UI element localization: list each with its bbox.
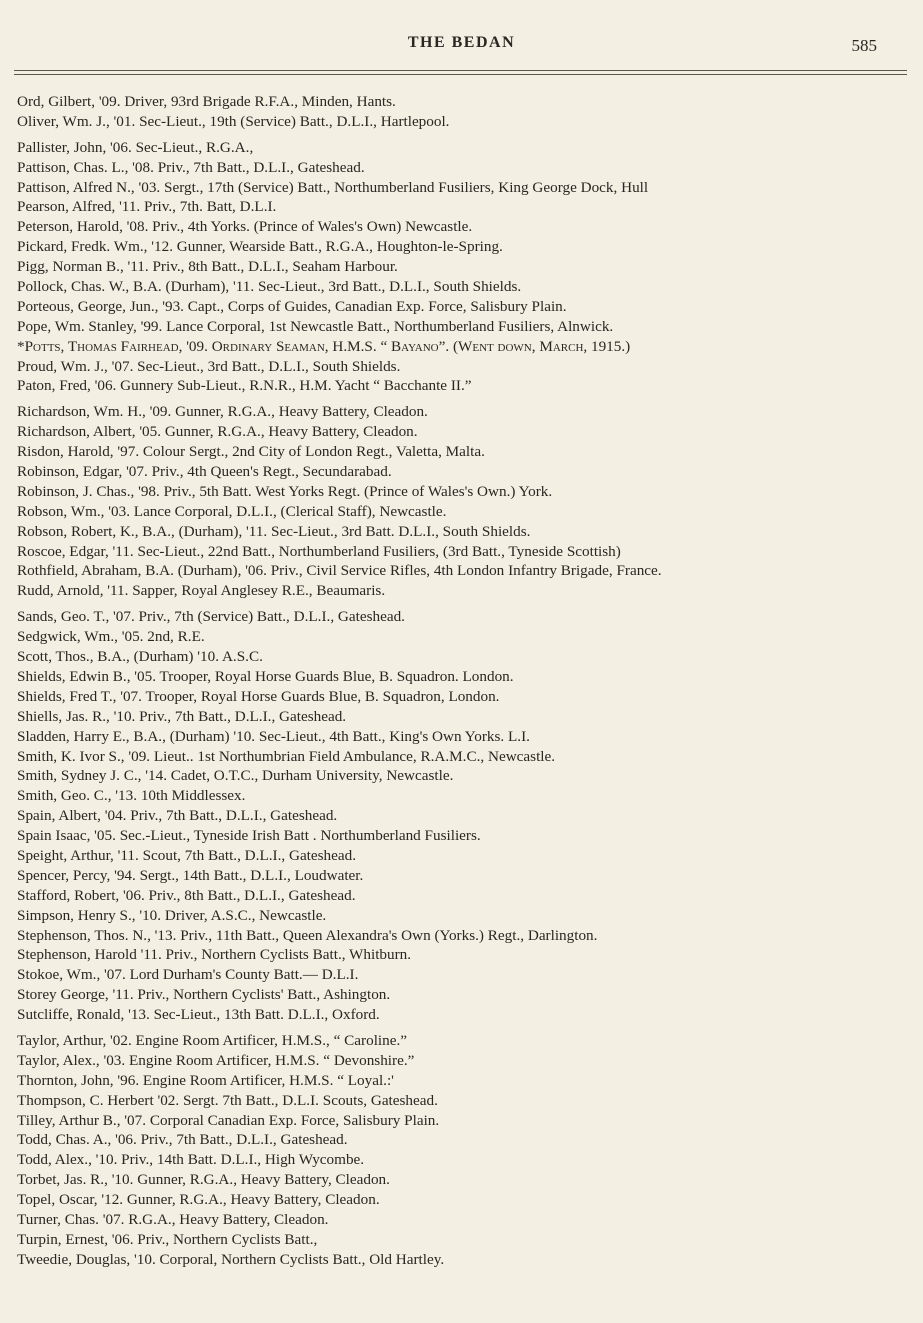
roll-entry: Rudd, Arnold, '11. Sapper, Royal Anglesey R.E., Beaumaris.: [17, 582, 386, 600]
roll-entry: Sands, Geo. T., '07. Priv., 7th (Service) Batt., D.L.I., Gateshead.: [17, 608, 405, 626]
roll-entry: Rothfield, Abraham, B.A. (Durham), '06. Priv., Civil Service Rifles, 4th London Infantry Brigade, France.: [17, 562, 662, 580]
roll-entry: Topel, Oscar, '12. Gunner, R.G.A., Heavy Battery, Cleadon.: [17, 1191, 380, 1209]
surname-group: [17, 607, 912, 1025]
roll-entry: Richardson, Wm. H., '09. Gunner, R.G.A., Heavy Battery, Cleadon.: [17, 403, 428, 421]
roll-entry: Porteous, George, Jun., '93. Capt., Corps of Guides, Canadian Exp. Force, Salisbury Plain.: [17, 297, 567, 315]
roll-entry: Spencer, Percy, '94. Sergt., 14th Batt., D.L.I., Loudwater.: [17, 866, 364, 884]
roll-entry: Richardson, Albert, '05. Gunner, R.G.A., Heavy Battery, Cleadon.: [17, 423, 418, 441]
page-number: 585: [851, 36, 877, 55]
roll-entry: Stokoe, Wm., '07. Lord Durham's County Batt.— D.L.I.: [17, 966, 359, 984]
roll-entry: Turpin, Ernest, '06. Priv., Northern Cyclists Batt.,: [17, 1230, 318, 1248]
roll-entry: Todd, Alex., '10. Priv., 14th Batt. D.L.I., High Wycombe.: [17, 1151, 365, 1169]
roll-entry: Thompson, C. Herbert '02. Sergt. 7th Batt., D.L.I. Scouts, Gateshead.: [17, 1091, 438, 1109]
roll-entry: Robinson, J. Chas., '98. Priv., 5th Batt. West Yorks Regt. (Prince of Wales's Own.) York.: [17, 482, 553, 500]
roll-entry: Speight, Arthur, '11. Scout, 7th Batt., D.L.I., Gateshead.: [17, 846, 357, 864]
roll-entry: Pickard, Fredk. Wm., '12. Gunner, Wearside Batt., R.G.A., Houghton-le-Spring.: [17, 238, 503, 256]
roll-entry: Storey George, '11. Priv., Northern Cyclists' Batt., Ashington.: [17, 986, 391, 1004]
roll-entry: Thornton, John, '96. Engine Room Artificer, H.M.S. “ Loyal.:': [17, 1071, 394, 1089]
surname-group: [17, 1031, 912, 1270]
roll-entry: Shiells, Jas. R., '10. Priv., 7th Batt., D.L.I., Gateshead.: [17, 707, 347, 725]
roll-entry: Robson, Wm., '03. Lance Corporal, D.L.I., (Clerical Staff), Newcastle.: [17, 502, 447, 520]
roll-entry: Roscoe, Edgar, '11. Sec-Lieut., 22nd Batt., Northumberland Fusiliers, (3rd Batt., Tyneside Scottish): [17, 542, 621, 560]
roll-entry: Shields, Edwin B., '05. Trooper, Royal Horse Guards Blue, B. Squadron. London.: [17, 667, 514, 685]
roll-entry: Risdon, Harold, '97. Colour Sergt., 2nd City of London Regt., Valetta, Malta.: [17, 443, 485, 461]
roll-entry: Todd, Chas. A., '06. Priv., 7th Batt., D.L.I., Gateshead.: [17, 1131, 348, 1149]
roll-entry: Scott, Thos., B.A., (Durham) '10. A.S.C.: [17, 648, 263, 666]
header-rule: [14, 70, 907, 71]
roll-entry: Pope, Wm. Stanley, '99. Lance Corporal, 1st Newcastle Batt., Northumberland Fusiliers, Alnwick.: [17, 317, 614, 335]
roll-entry: Proud, Wm. J., '07. Sec-Lieut., 3rd Batt., D.L.I., South Shields.: [17, 357, 401, 375]
roll-entry: Ord, Gilbert, '09. Driver, 93rd Brigade R.F.A., Minden, Hants.: [17, 93, 396, 110]
header-rule-double: [14, 74, 907, 75]
roll-entry: Stafford, Robert, '06. Priv., 8th Batt., D.L.I., Gateshead.: [17, 886, 356, 904]
roll-entry: Tilley, Arthur B., '07. Corporal Canadian Exp. Force, Salisbury Plain.: [17, 1111, 440, 1129]
roll-entry: Stephenson, Harold '11. Priv., Northern Cyclists Batt., Whitburn.: [17, 946, 412, 964]
roll-entry: *Potts, Thomas Fairhead, '09. Ordinary Seaman, H.M.S. “ Bayano”. (Went down, March, 1915.): [17, 337, 631, 355]
roll-entry: Pigg, Norman B., '11. Priv., 8th Batt., D.L.I., Seaham Harbour.: [17, 258, 398, 276]
roll-entry: Pattison, Alfred N., '03. Sergt., 17th (Service) Batt., Northumberland Fusiliers, King George Dock, Hull: [17, 178, 649, 196]
roll-entry: Oliver, Wm. J., '01. Sec-Lieut., 19th (Service) Batt., D.L.I., Hartlepool.: [17, 112, 450, 130]
roll-entry: Taylor, Arthur, '02. Engine Room Artificer, H.M.S., “ Caroline.”: [17, 1031, 408, 1049]
roll-entry: Pollock, Chas. W., B.A. (Durham), '11. Sec-Lieut., 3rd Batt., D.L.I., South Shields.: [17, 278, 522, 296]
running-header: [0, 32, 923, 60]
roll-entry: Robson, Robert, K., B.A., (Durham), '11. Sec-Lieut., 3rd Batt. D.L.I., South Shields.: [17, 522, 531, 540]
roll-of-service-list: [17, 92, 912, 1270]
roll-entry: Paton, Fred, '06. Gunnery Sub-Lieut., R.N.R., H.M. Yacht “ Bacchante II.”: [17, 377, 472, 395]
roll-entry: Shields, Fred T., '07. Trooper, Royal Horse Guards Blue, B. Squadron, London.: [17, 687, 500, 705]
roll-entry: Turner, Chas. '07. R.G.A., Heavy Battery, Cleadon.: [17, 1210, 329, 1228]
roll-entry: Spain, Albert, '04. Priv., 7th Batt., D.L.I., Gateshead.: [17, 807, 338, 825]
roll-entry: Stephenson, Thos. N., '13. Priv., 11th Batt., Queen Alexandra's Own (Yorks.) Regt., Darlington.: [17, 926, 598, 944]
surname-group: [17, 138, 912, 397]
roll-entry: Robinson, Edgar, '07. Priv., 4th Queen's Regt., Secundarabad.: [17, 463, 392, 481]
roll-entry: Tweedie, Douglas, '10. Corporal, Northern Cyclists Batt., Old Hartley.: [17, 1250, 445, 1268]
roll-entry: Simpson, Henry S., '10. Driver, A.S.C., Newcastle.: [17, 906, 327, 924]
surname-group: [17, 402, 912, 601]
roll-entry: Taylor, Alex., '03. Engine Room Artificer, H.M.S. “ Devonshire.”: [17, 1051, 415, 1069]
surname-group: [17, 92, 912, 132]
roll-entry: Sutcliffe, Ronald, '13. Sec-Lieut., 13th Batt. D.L.I., Oxford.: [17, 1006, 380, 1024]
roll-entry: Spain Isaac, '05. Sec.-Lieut., Tyneside Irish Batt . Northumberland Fusiliers.: [17, 827, 481, 845]
roll-entry: Smith, Sydney J. C., '14. Cadet, O.T.C., Durham University, Newcastle.: [17, 767, 454, 785]
roll-entry: Peterson, Harold, '08. Priv., 4th Yorks. (Prince of Wales's Own) Newcastle.: [17, 218, 473, 236]
roll-entry: Smith, Geo. C., '13. 10th Middlessex.: [17, 787, 246, 805]
roll-entry: Pallister, John, '06. Sec-Lieut., R.G.A.,: [17, 138, 254, 156]
roll-entry: Torbet, Jas. R., '10. Gunner, R.G.A., Heavy Battery, Cleadon.: [17, 1171, 390, 1189]
roll-entry: Pearson, Alfred, '11. Priv., 7th. Batt, D.L.I.: [17, 198, 277, 216]
roll-entry: Sladden, Harry E., B.A., (Durham) '10. Sec-Lieut., 4th Batt., King's Own Yorks. L.I.: [17, 727, 530, 745]
roll-entry: Sedgwick, Wm., '05. 2nd, R.E.: [17, 628, 205, 646]
running-title: THE BEDAN: [407, 34, 516, 51]
roll-entry: Pattison, Chas. L., '08. Priv., 7th Batt., D.L.I., Gateshead.: [17, 158, 365, 176]
roll-entry: Smith, K. Ivor S., '09. Lieut.. 1st Northumbrian Field Ambulance, R.A.M.C., Newcastle.: [17, 747, 556, 765]
